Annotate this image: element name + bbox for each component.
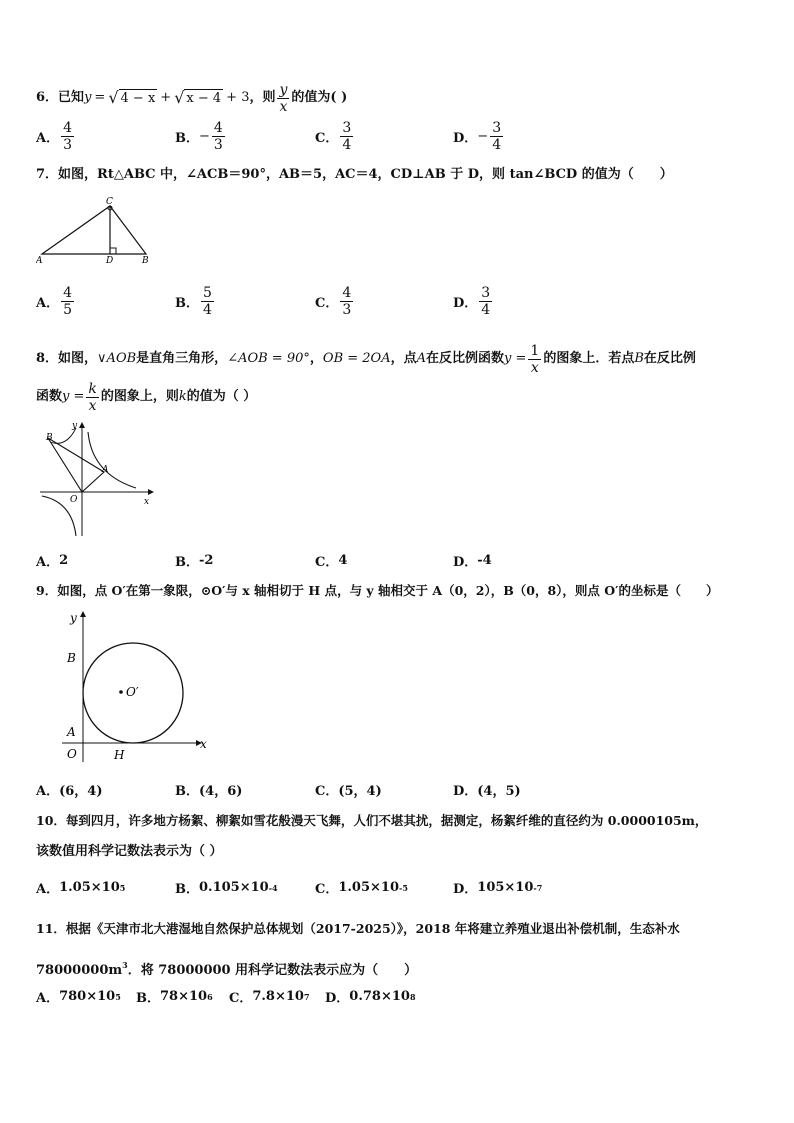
question-7-stem: 7．如图，Rt△ABC 中，∠ACB＝90°，AB＝5，AC＝4，CD⊥AB 于 D，则 tan∠BCD 的值为（ ） <box>36 167 673 182</box>
option-label: C． <box>315 555 339 570</box>
fraction-k-over-x <box>86 381 98 414</box>
option-label: A． <box>36 882 60 897</box>
option-label: D． <box>453 131 478 146</box>
stem-text: 的图象上．若点 <box>543 351 635 366</box>
option-exponent: -4 <box>268 882 278 893</box>
option-label: A． <box>36 784 60 799</box>
option-value: -2 <box>199 553 214 568</box>
option-c[interactable] <box>315 120 355 153</box>
option-label: B． <box>175 555 199 570</box>
stem-text: ，点 <box>390 351 417 366</box>
option-label: B． <box>175 131 199 146</box>
fraction-1-over-x <box>528 343 541 376</box>
option-sign: − <box>477 129 489 144</box>
label-x: x <box>200 737 207 751</box>
option-base: 1.05×10 <box>338 880 400 895</box>
plus-sign: + <box>160 90 172 105</box>
question-11-stem-line1: 11．根据《天津市北大港湿地自然保护总体规划（2017-2025）》，2018 年将建立养殖业退出补偿机制，生态补水 <box>36 921 680 936</box>
point-a: A <box>416 351 426 366</box>
label-c: C <box>106 197 113 207</box>
option-b[interactable] <box>175 878 278 897</box>
angle-expression: ∠AOB = 90° <box>227 351 310 366</box>
figure-q9-circle-tangent <box>58 608 213 766</box>
label-y: y <box>70 611 77 625</box>
option-value: 4 <box>338 553 348 568</box>
stem-text: 的值为（ ） <box>186 389 257 404</box>
point-b: B <box>634 351 644 366</box>
function-lhs: y = <box>62 389 85 404</box>
option-exponent: 7 <box>303 991 310 1002</box>
option-fraction <box>340 120 353 153</box>
option-c[interactable] <box>229 987 310 1006</box>
stem-text: 在反比例函数 <box>426 351 505 366</box>
separator: ， <box>309 351 323 366</box>
option-label: D． <box>453 296 478 311</box>
option-label: A． <box>36 131 60 146</box>
equals-sign: = <box>94 90 106 105</box>
option-c[interactable] <box>315 780 382 799</box>
label-o-prime: O′ <box>126 685 139 699</box>
sqrt-icon: √ <box>108 88 119 107</box>
option-d[interactable] <box>453 285 494 318</box>
option-label: B． <box>136 991 160 1006</box>
question-10-stem-line2: 该数值用科学记数法表示为（ ） <box>36 844 223 859</box>
length-relation: OB = 2OA <box>322 351 391 366</box>
question-8-stem-line2 <box>36 380 256 414</box>
option-c[interactable] <box>315 878 408 897</box>
option-sign: − <box>199 129 210 144</box>
option-exponent: 8 <box>409 991 416 1002</box>
stem-text: 函数 <box>36 389 63 404</box>
figure-q8-inverse-function <box>36 418 156 540</box>
var-y: y <box>84 90 92 105</box>
option-fraction <box>212 120 225 153</box>
option-c[interactable] <box>315 285 355 318</box>
label-b: B <box>46 433 53 443</box>
label-o: O <box>70 495 78 505</box>
option-base: 78×10 <box>160 989 208 1004</box>
option-base: 105×10 <box>477 880 534 895</box>
y-axis-arrow <box>80 611 86 617</box>
option-value: (4，5) <box>477 784 521 799</box>
stem-text: ．将 78000000 用科学记数法表示应为（ ） <box>127 963 418 978</box>
fraction-denominator: x <box>530 359 539 376</box>
option-label: A． <box>36 555 60 570</box>
option-base: 0.78×10 <box>349 989 410 1004</box>
option-d[interactable] <box>453 120 505 153</box>
option-value: -4 <box>477 553 492 568</box>
sqrt-icon: √ <box>174 88 185 107</box>
label-a: A <box>36 256 43 264</box>
function-lhs: y = <box>504 351 527 366</box>
question-6-stem <box>36 81 348 115</box>
option-c[interactable] <box>315 551 347 570</box>
option-fraction <box>490 120 503 153</box>
option-exponent: -7 <box>533 882 543 893</box>
option-label: B． <box>175 882 199 897</box>
option-label: B． <box>175 296 199 311</box>
option-label: A． <box>36 991 60 1006</box>
triangle-abc <box>42 206 146 254</box>
right-angle-mark <box>110 248 116 254</box>
triangle-symbol: ∨AOB <box>97 351 137 366</box>
figure-q7-right-triangle <box>36 196 156 264</box>
fraction-denominator: 3 <box>213 137 223 153</box>
option-base: 780×10 <box>59 989 116 1004</box>
stem-text: 8．如图， <box>36 351 98 366</box>
stem-text: 78000000m <box>36 963 123 978</box>
question-9-stem: 9．如图，点 O′在第一象限，⊙O′与 x 轴相切于 H 点，与 y 轴相交于 A（0，2），B（0，8），则点 O′的坐标是（ ） <box>36 583 719 598</box>
fraction-denominator: 3 <box>63 137 73 153</box>
option-exponent: 6 <box>207 991 213 1002</box>
option-b[interactable] <box>175 285 216 318</box>
label-x: x <box>144 497 150 507</box>
label-d: D <box>106 256 114 264</box>
option-b[interactable] <box>175 780 242 799</box>
fraction-numerator: k <box>88 380 97 397</box>
unit-exponent: 3 <box>122 960 128 970</box>
label-b: B <box>142 256 149 264</box>
option-a[interactable] <box>36 780 103 799</box>
fraction-denominator: 4 <box>342 137 352 153</box>
plus-constant: + 3 <box>226 90 250 105</box>
option-value: (5，4) <box>338 784 382 799</box>
fraction-denominator: 4 <box>203 302 212 318</box>
fraction-denominator: x <box>88 397 97 414</box>
option-fraction <box>61 120 74 153</box>
y-axis-arrow <box>79 422 85 428</box>
option-label: C． <box>229 991 253 1006</box>
option-label: A． <box>36 296 60 311</box>
option-label: C． <box>315 784 339 799</box>
option-value: (4，6) <box>199 784 243 799</box>
option-a[interactable] <box>36 878 125 897</box>
fraction-numerator: 3 <box>342 120 352 136</box>
radicand-2: x − 4 <box>186 90 222 106</box>
stem-text: 在反比例 <box>643 351 696 366</box>
fraction-numerator: 4 <box>213 120 223 136</box>
option-b[interactable] <box>175 551 213 570</box>
option-label: B． <box>175 784 199 799</box>
option-d[interactable] <box>453 551 492 570</box>
option-label: C． <box>315 882 339 897</box>
option-label: D． <box>453 784 478 799</box>
option-exponent: 5 <box>119 882 126 893</box>
label-a: A <box>67 725 76 739</box>
option-fraction <box>201 285 214 318</box>
fraction-numerator: 1 <box>530 342 540 359</box>
option-value: (6，4) <box>59 784 103 799</box>
option-a[interactable] <box>36 987 121 1006</box>
fraction-denominator: x <box>279 98 288 115</box>
option-a[interactable] <box>36 285 76 318</box>
option-fraction <box>479 285 492 318</box>
stem-text: 已知 <box>58 90 85 105</box>
option-label: C． <box>315 296 339 311</box>
center-o-prime-dot <box>119 690 123 694</box>
fraction-numerator: 3 <box>481 285 491 301</box>
label-y: y <box>72 421 78 431</box>
var-k: k <box>178 389 187 404</box>
option-exponent: -5 <box>399 882 408 893</box>
label-b: B <box>67 651 76 665</box>
question-10-stem-line1: 10．每到四月，许多地方杨絮、柳絮如雪花般漫天飞舞，人们不堪其扰，据测定，杨絮纤维的直径约为 0.0000105m， <box>36 813 708 828</box>
fraction-denominator: 5 <box>63 302 73 318</box>
x-axis-arrow <box>148 489 154 495</box>
option-label: D． <box>453 555 478 570</box>
stem-text: 的值为( ) <box>291 90 348 105</box>
question-number: 6． <box>36 90 59 105</box>
label-o: O <box>67 747 77 761</box>
fraction-numerator: 4 <box>63 120 73 136</box>
option-label: C． <box>315 131 339 146</box>
option-d[interactable] <box>453 780 521 799</box>
option-a[interactable] <box>36 120 76 153</box>
fraction-numerator: y <box>279 81 288 98</box>
option-fraction <box>61 285 74 318</box>
fraction-numerator: 4 <box>342 285 352 301</box>
option-base: 0.105×10 <box>199 880 269 895</box>
fraction-y-over-x <box>277 82 289 115</box>
radicand-1: 4 − x <box>120 90 156 106</box>
fraction-numerator: 5 <box>203 285 212 301</box>
option-b[interactable] <box>136 987 213 1006</box>
question-11-stem-line2 <box>36 956 417 980</box>
triangle-aob <box>48 438 104 492</box>
stem-text: 的图象上，则 <box>100 389 179 404</box>
label-a: A <box>102 465 109 475</box>
fraction-denominator: 4 <box>481 302 491 318</box>
option-exponent: 5 <box>115 991 121 1002</box>
option-d[interactable] <box>325 987 416 1006</box>
option-d[interactable] <box>453 878 542 897</box>
option-value: 2 <box>59 553 69 568</box>
option-a[interactable] <box>36 551 68 570</box>
option-b[interactable] <box>175 120 227 153</box>
fraction-numerator: 3 <box>492 120 502 136</box>
stem-text: ，则 <box>249 90 276 105</box>
option-fraction <box>340 285 353 318</box>
fraction-numerator: 4 <box>63 285 73 301</box>
fraction-denominator: 3 <box>342 302 352 318</box>
option-label: D． <box>325 991 350 1006</box>
option-base: 1.05×10 <box>59 880 120 895</box>
question-8-stem-line1 <box>36 342 696 376</box>
stem-text: 是直角三角形， <box>136 351 228 366</box>
label-h: H <box>114 748 125 762</box>
fraction-denominator: 4 <box>492 137 502 153</box>
option-label: D． <box>453 882 478 897</box>
option-base: 7.8×10 <box>252 989 304 1004</box>
